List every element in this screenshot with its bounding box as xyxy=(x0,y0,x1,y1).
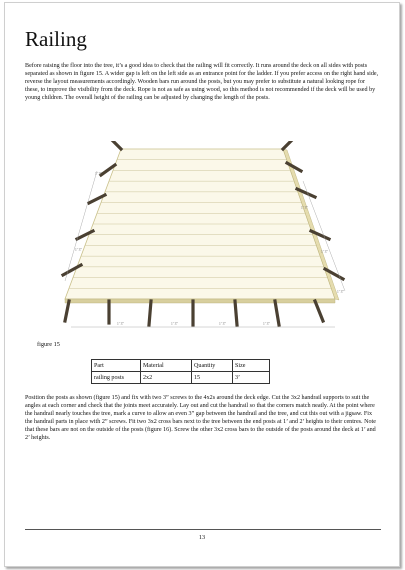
table-header-cell: Quantity xyxy=(192,360,233,372)
table-header-cell: Material xyxy=(141,360,192,372)
page-title: Railing xyxy=(25,27,87,51)
dimension-label: 1’ 3” xyxy=(219,322,227,326)
dimension-label: 1’ 3” xyxy=(171,322,179,326)
table-cell: 2x2 xyxy=(141,372,192,384)
intro-paragraph: Before raising the floor into the tree, it’s a good idea to check that the railing will fit correctly. It runs around the deck on all sides with posts separated as shown in figure 15. A wider gap is left on the left side as an entrance point for the ladder. If you prefer access on the right hand side, reverse the layout measurements accordingly. Wooden bars run around the posts, but you may prefer to substitute a natural looking rope for these, to improve the visibility from the deck. Rope is not as safe as using wood, so this method is not recommended if the deck will be used by young children. The overall height of the railing can be adjusted by changing the length of the posts. xyxy=(25,63,379,101)
railing-post xyxy=(235,301,237,325)
figure-caption: figure 15 xyxy=(37,341,60,348)
dimension-label: 1’ 3” xyxy=(321,250,329,254)
table-cell: railing posts xyxy=(92,372,141,384)
deck-railing-diagram xyxy=(25,141,379,337)
table-cell: 3’ xyxy=(233,372,270,384)
railing-post xyxy=(149,301,151,325)
document-page xyxy=(4,2,400,567)
railing-post xyxy=(275,301,279,325)
dimension-label: 1’ 3” xyxy=(301,206,309,210)
parts-table xyxy=(91,359,270,384)
table-cell: 15 xyxy=(192,372,233,384)
page-number: 13 xyxy=(198,534,206,541)
footer-divider xyxy=(25,529,381,530)
dimension-label: 1’ 3” xyxy=(75,248,83,252)
dimension-label: 1’ 3” xyxy=(337,290,345,294)
dimension-label: 1’ 3” xyxy=(263,322,271,326)
table-header-cell: Size xyxy=(233,360,270,372)
table-row xyxy=(92,372,270,384)
deck-front-edge xyxy=(65,299,335,303)
dimension-label: 1’ 3” xyxy=(95,172,103,176)
railing-post xyxy=(315,301,323,321)
table-header-cell: Part xyxy=(92,360,141,372)
instructions-paragraph: Position the posts as shown (figure 15) and fix with two 3” screws to the 4x2s around the deck edge. Cut the 3x2 handrail supports to suit the angles at each corner and check that the joints meet accurately. Lay out and cut the handrail so that the corners match neatly. At the point where the handrail nearly touches the tree, mark a curve to allow an even 3” gap between the handrail and the tree, and cut this out with a jigsaw. Fix the handrail parts in place with 2” screws. Fit two 3x2 cross bars next to the tree between the end posts at 1’ and 2’ heights to their centres. Note that these bars are not on the outside of the posts (figure 16). Screw the other 3x2 cross bars to the outside of the posts around the deck at 1’ and 2’ heights. xyxy=(25,395,376,441)
railing-post xyxy=(113,141,121,149)
table-header-row xyxy=(92,360,270,372)
dimension-label: 1’ 3” xyxy=(117,322,125,326)
railing-post xyxy=(65,301,69,321)
railing-post xyxy=(283,141,291,149)
